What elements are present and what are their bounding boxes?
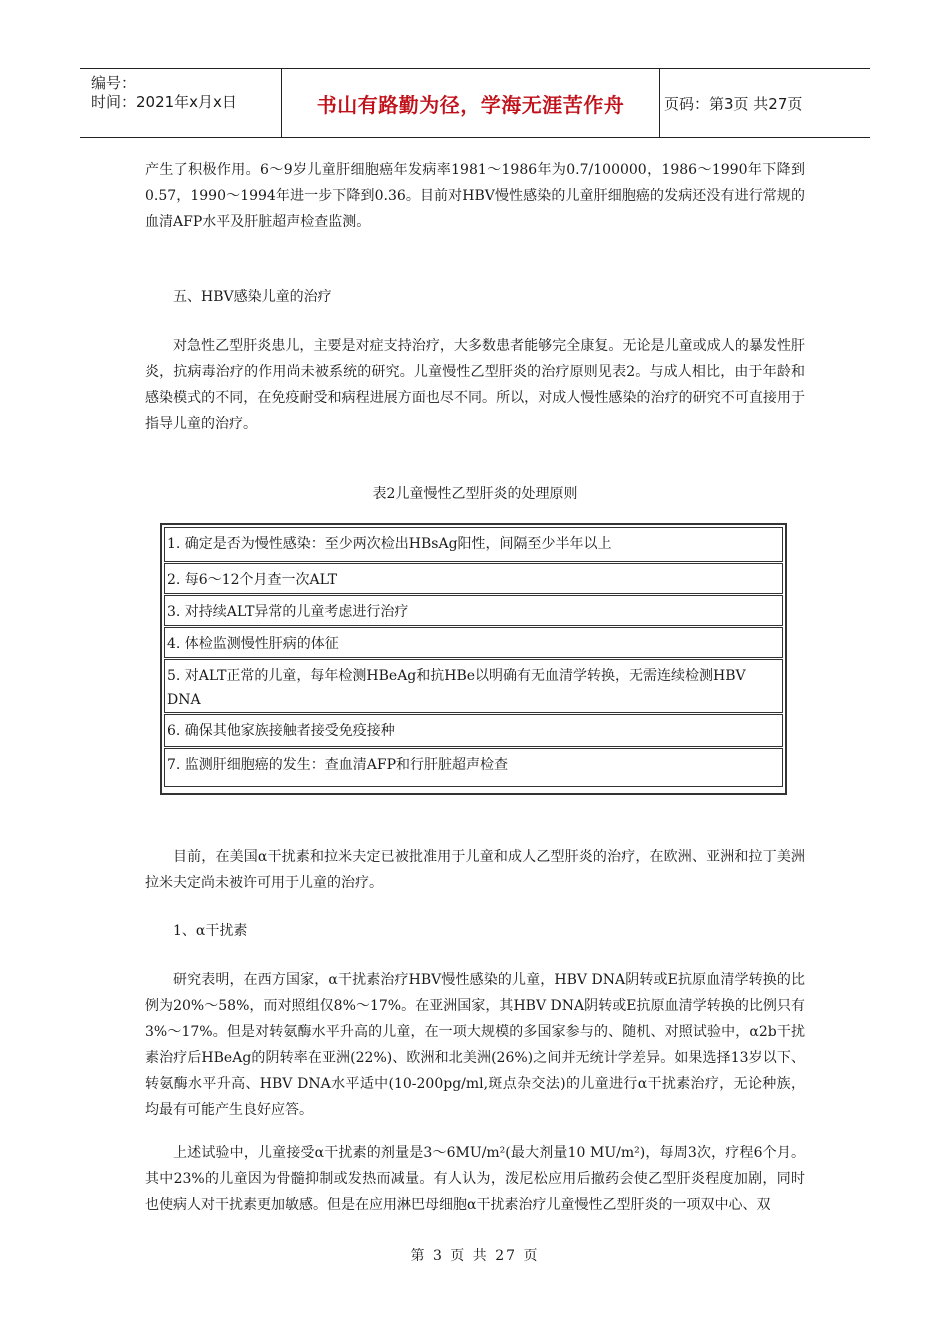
header-motto-cell (281, 69, 660, 137)
paragraph-acute-treatment: 对急性乙型肝炎患儿，主要是对症支持治疗，大多数患者能够完全康复。无论是儿童或成人的暴发性肝炎，抗病毒治疗的作用尚未被系统的研究。儿童慢性乙型肝炎的治疗原则见表2。与成人相比，由于年龄和感染模式的不同，在免疫耐受和病程进展方面也尽不同。所以，对成人慢性感染的治疗的研究不可直接用于指导儿童的治疗。 (145, 338, 805, 432)
table-row: 5. 对ALT正常的儿童，每年检测HBeAg和抗HBe以明确有无血清学转换，无需连续检测HBV DNA (164, 659, 783, 713)
section-heading-interferon: 1、α干扰素 (173, 923, 248, 939)
section-heading-treatment: 五、HBV感染儿童的治疗 (173, 289, 332, 305)
header-page-label (664, 69, 870, 137)
motto-text: 书山有路勤为径，学海无涯苦作舟 (316, 92, 625, 117)
serial-label: 编号： (91, 74, 137, 92)
paragraph-dosage: 上述试验中，儿童接受α干扰素的剂量是3～6MU/m²(最大剂量10 MU/m²)，每周3次，疗程6个月。其中23%的儿童因为骨髓抑制或发热而减量。有人认为，泼尼松应用后撤药会使乙型肝炎程度加剧，同时也使病人对干扰素更加敏感。但是在应用淋巴母细胞α干扰素治疗儿童慢性乙型肝炎的一项双中心、双 (145, 1145, 805, 1213)
page-number-label: 页码：第3页 共27页 (664, 94, 803, 113)
principles-table (160, 523, 787, 795)
table-row: 6. 确保其他家族接触者接受免疫接种 (164, 714, 783, 747)
time-label: 时间：2021年x月x日 (91, 93, 237, 111)
table-row: 3. 对持续ALT异常的儿童考虑进行治疗 (164, 595, 783, 626)
table-row: 1. 确定是否为慢性感染：至少两次检出HBsAg阳性，间隔至少半年以上 (164, 527, 783, 562)
paragraph-intro: 产生了积极作用。6～9岁儿童肝细胞癌年发病率1981～1986年为0.7/100000，1986～1990年下降到0.57，1990～1994年进一步下降到0.36。目前对HBV慢性感染的儿童肝细胞癌的发病还没有进行常规的血清AFP水平及肝脏超声检查监测。 (145, 162, 805, 230)
table-row: 7. 监测肝细胞癌的发生：查血清AFP和行肝脏超声检查 (164, 748, 783, 787)
paragraph-approval: 目前，在美国α干扰素和拉米夫定已被批准用于儿童和成人乙型肝炎的治疗，在欧洲、亚洲和拉丁美洲拉米夫定尚未被许可用于儿童的治疗。 (145, 849, 805, 891)
table-row: 2. 每6～12个月查一次ALT (164, 563, 783, 594)
page-header (80, 68, 870, 138)
table-caption: 表2儿童慢性乙型肝炎的处理原则 (372, 486, 578, 502)
paragraph-interferon-study: 研究表明，在西方国家，α干扰素治疗HBV慢性感染的儿童，HBV DNA阴转或E抗原血清学转换的比例为20%～58%，而对照组仅8%～17%。在亚洲国家，其HBV DNA阴转或E抗原血清学转换的比例只有3%～17%。但是对转氨酶水平升高的儿童，在一项大规模的多国家参与的、随机、对照试验中，α2b干扰素治疗后HBeAg的阴转率在亚洲(22%)、欧洲和北美洲(26%)之间并无统计学差异。如果选择13岁以下、转氨酶水平升高、HBV DNA水平适中(10-200pg/ml,斑点杂交法)的儿童进行α干扰素治疗，无论种族，均最有可能产生良好应答。 (145, 972, 805, 1118)
table-row: 4. 体检监测慢性肝病的体征 (164, 627, 783, 658)
page-footer: 第 3 页 共 27 页 (410, 1248, 540, 1264)
header-meta (80, 69, 280, 137)
